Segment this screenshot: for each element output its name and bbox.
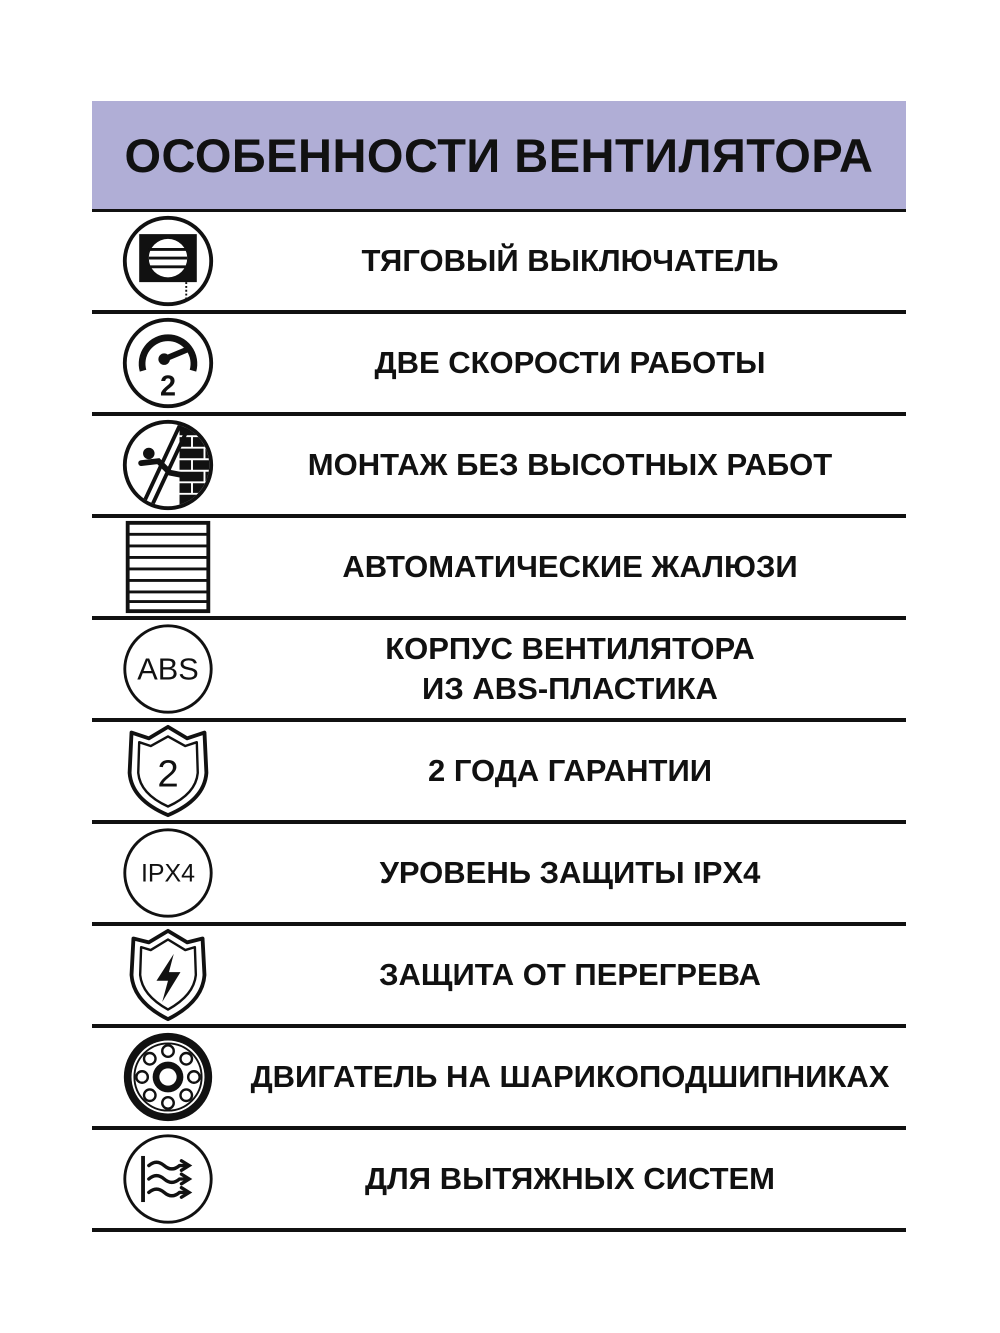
feature-label-line: АВТОМАТИЧЕСКИЕ ЖАЛЮЗИ <box>342 548 798 584</box>
feature-row <box>92 518 906 620</box>
no-height-work-icon <box>92 416 244 514</box>
feature-label <box>244 241 906 281</box>
two-speed-gauge-icon <box>92 314 244 412</box>
page-title: ОСОБЕННОСТИ ВЕНТИЛЯТОРА <box>124 128 874 182</box>
feature-label <box>244 1159 906 1199</box>
warranty-icon-text: 2 <box>157 752 179 796</box>
features-card <box>92 101 906 1232</box>
abs-icon-text: ABS <box>137 651 199 687</box>
feature-label-line: ДВИГАТЕЛЬ НА ШАРИКОПОДШИПНИКАХ <box>250 1058 890 1094</box>
feature-label <box>244 445 906 485</box>
abs-icon <box>92 620 244 718</box>
feature-row <box>92 1130 906 1232</box>
ipx4-icon <box>92 824 244 922</box>
lightning-shield-icon <box>92 926 244 1024</box>
feature-row <box>92 416 906 518</box>
ball-bearing-icon <box>92 1028 244 1126</box>
feature-label-line: ДЛЯ ВЫТЯЖНЫХ СИСТЕМ <box>364 1160 776 1196</box>
feature-row <box>92 620 906 722</box>
feature-label <box>244 629 906 710</box>
feature-label-line: ЗАЩИТА ОТ ПЕРЕГРЕВА <box>379 956 761 992</box>
features-header <box>92 101 906 212</box>
feature-row <box>92 722 906 824</box>
feature-label-line: МОНТАЖ БЕЗ ВЫСОТНЫХ РАБОТ <box>307 446 833 482</box>
feature-label-line: ИЗ ABS-ПЛАСТИКА <box>422 671 718 706</box>
feature-row <box>92 212 906 314</box>
feature-label <box>244 547 906 587</box>
feature-row <box>92 314 906 416</box>
warranty-shield-icon <box>92 722 244 820</box>
svg-text:2: 2 <box>159 370 177 403</box>
feature-label <box>244 955 906 995</box>
pull-switch-fan-icon <box>92 212 244 310</box>
feature-label-line: ДВЕ СКОРОСТИ РАБОТЫ <box>374 344 766 380</box>
feature-label <box>244 853 906 893</box>
feature-label-line: УРОВЕНЬ ЗАЩИТЫ IPX4 <box>379 854 761 890</box>
feature-label-line: 2 ГОДА ГАРАНТИИ <box>427 752 713 788</box>
feature-row <box>92 824 906 926</box>
feature-label-line: ТЯГОВЫЙ ВЫКЛЮЧАТЕЛЬ <box>361 242 779 278</box>
feature-label-line: КОРПУС ВЕНТИЛЯТОРА <box>385 630 755 666</box>
shutters-icon <box>92 518 244 616</box>
feature-label <box>244 751 906 791</box>
feature-label <box>244 343 906 383</box>
ipx4-icon-text: IPX4 <box>140 859 196 888</box>
feature-label <box>244 1057 906 1097</box>
exhaust-airflow-icon <box>92 1130 244 1228</box>
feature-row <box>92 926 906 1028</box>
feature-row <box>92 1028 906 1130</box>
